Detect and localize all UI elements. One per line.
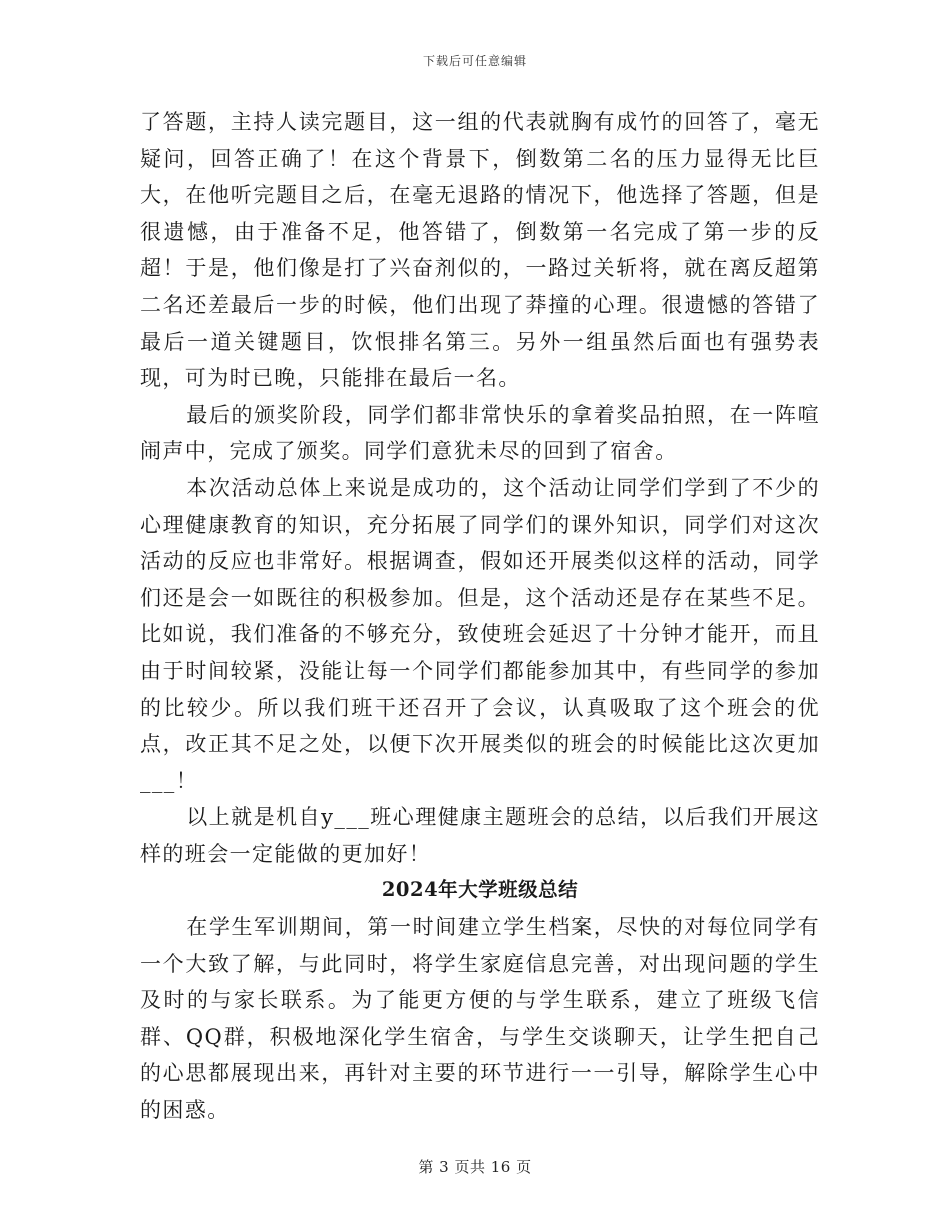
paragraph-award-ceremony: 最后的颁奖阶段，同学们都非常快乐的拿着奖品拍照，在一阵喧闹声中，完成了颁奖。同学们意犹未尽的回到了宿舍。 <box>140 402 820 464</box>
page-number: 第 3 页共 16 页 <box>418 1158 532 1176</box>
page-header-note: 下载后可任意编辑 <box>422 54 527 68</box>
document-body <box>140 104 820 1129</box>
paragraph-summary-conclusion: 以上就是机自y___班心理健康主题班会的总结，以后我们开展这样的班会一定能做的更加好！ <box>140 805 820 866</box>
section-title: 2024年大学班级总结 <box>381 878 579 902</box>
paragraph-quiz-recap: 了答题，主持人读完题目，这一组的代表就胸有成竹的回答了，毫无疑问，回答正确了！在这个背景下，倒数第二名的压力显得无比巨大，在他听完题目之后，在毫无退路的情况下，他选择了答题，但是很遗憾，由于准备不足，他答错了，倒数第一名完成了第一步的反超！于是，他们像是打了兴奋剂似的，一路过关斩将，就在离反超第二名还差最后一步的时候，他们出现了莽撞的心理。很遗憾的答错了最后一道关键题目，饮恨排名第三。另外一组虽然后面也有强势表现，可为时已晚，只能排在最后一名。 <box>140 110 820 391</box>
paragraph-activity-evaluation: 本次活动总体上来说是成功的，这个活动让同学们学到了不少的心理健康教育的知识，充分拓展了同学们的课外知识，同学们对这次活动的反应也非常好。根据调查，假如还开展类似这样的活动，同学们还是会一如既往的积极参加。但是，这个活动还是存在某些不足。比如说，我们准备的不够充分，致使班会延迟了十分钟才能开，而且由于时间较紧，没能让每一个同学们都能参加其中，有些同学的参加的比较少。所以我们班干还召开了会议，认真吸取了这个班会的优点，改正其不足之处，以便下次开展类似的班会的时候能比这次更加___！ <box>140 475 820 793</box>
paragraph-military-training: 在学生军训期间，第一时间建立学生档案，尽快的对每位同学有一个大致了解，与此同时，将学生家庭信息完善，对出现问题的学生及时的与家长联系。为了能更方便的与学生联系，建立了班级飞信群、QQ群，积极地深化学生宿舍，与学生交谈聊天，让学生把自己的心思都展现出来，再针对主要的环节进行一一引导，解除学生心中的困惑。 <box>140 915 820 1123</box>
